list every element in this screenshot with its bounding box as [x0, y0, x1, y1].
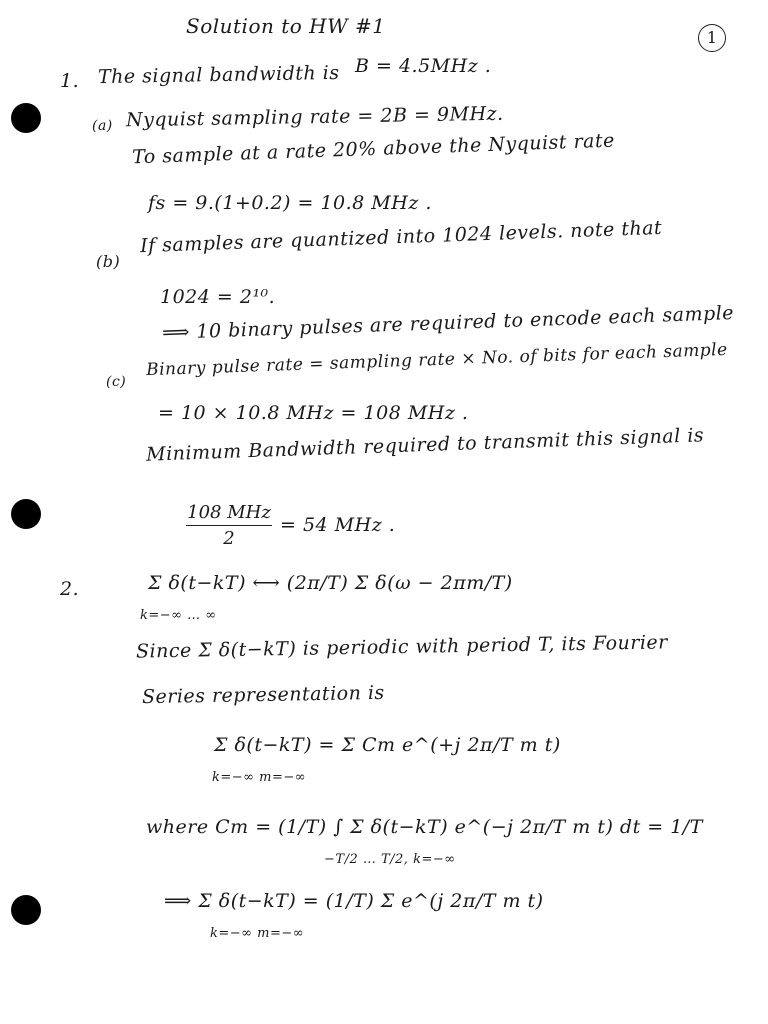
- problem2-line5-limits: −T/2 … T/2, k=−∞: [324, 852, 456, 867]
- fraction-bar: [186, 525, 272, 526]
- binder-hole-bottom: [11, 895, 41, 925]
- part-c-result: = 54 MHz .: [280, 514, 396, 536]
- binder-hole-middle: [11, 499, 41, 529]
- problem2-line6: ⟹ Σ δ(t−kT) = (1/T) Σ e^(j 2π/T m t): [164, 890, 544, 912]
- problem2-line5: where Cm = (1/T) ∫ Σ δ(t−kT) e^(−j 2π/T m t) dt = 1/T: [146, 816, 703, 838]
- part-a-label: (a): [92, 118, 113, 134]
- part-c-line1: Binary pulse rate = sampling rate × No. of bits for each sample: [145, 339, 728, 381]
- part-a-line3: fs = 9.(1+0.2) = 10.8 MHz .: [148, 192, 432, 214]
- page-title: Solution to HW #1: [186, 14, 386, 38]
- part-b-line1: If samples are quantized into 1024 levels. note that: [139, 216, 663, 258]
- problem2-line3: Series representation is: [141, 681, 385, 709]
- part-c-line2: = 10 × 10.8 MHz = 108 MHz .: [158, 402, 469, 424]
- problem1-bandwidth: B = 4.5MHz .: [355, 55, 492, 77]
- fraction-denominator: 2: [223, 528, 235, 549]
- problem1-statement: The signal bandwidth is: [97, 61, 340, 89]
- part-b-label: (b): [96, 252, 121, 271]
- problem2-line1-limits: k=−∞ … ∞: [140, 608, 217, 623]
- part-a-line2: To sample at a rate 20% above the Nyquist rate: [131, 129, 616, 169]
- page-number: 1: [698, 24, 726, 52]
- part-b-line2: 1024 = 2¹⁰.: [160, 286, 276, 308]
- part-c-line3: Minimum Bandwidth required to transmit this signal is: [145, 424, 705, 466]
- problem2-line4-limits: k=−∞ m=−∞: [212, 770, 307, 785]
- binder-hole-top: [11, 103, 41, 133]
- bandwidth-fraction: [186, 502, 272, 549]
- problem2-line4: Σ δ(t−kT) = Σ Cm e^(+j 2π/T m t): [214, 734, 561, 756]
- problem2-line2: Since Σ δ(t−kT) is periodic with period T, its Fourier: [135, 631, 668, 663]
- problem2-line1: Σ δ(t−kT) ⟷ (2π/T) Σ δ(ω − 2πm/T): [148, 572, 513, 594]
- problem1-number: 1.: [60, 70, 80, 92]
- part-c-label: (c): [106, 374, 127, 390]
- problem2-line6-limits: k=−∞ m=−∞: [210, 926, 305, 941]
- part-a-line1: Nyquist sampling rate = 2B = 9MHz.: [125, 102, 504, 132]
- fraction-numerator: 108 MHz: [187, 502, 271, 523]
- problem2-number: 2.: [60, 578, 80, 600]
- part-b-line3: ⟹ 10 binary pulses are required to encode each sample: [161, 302, 735, 344]
